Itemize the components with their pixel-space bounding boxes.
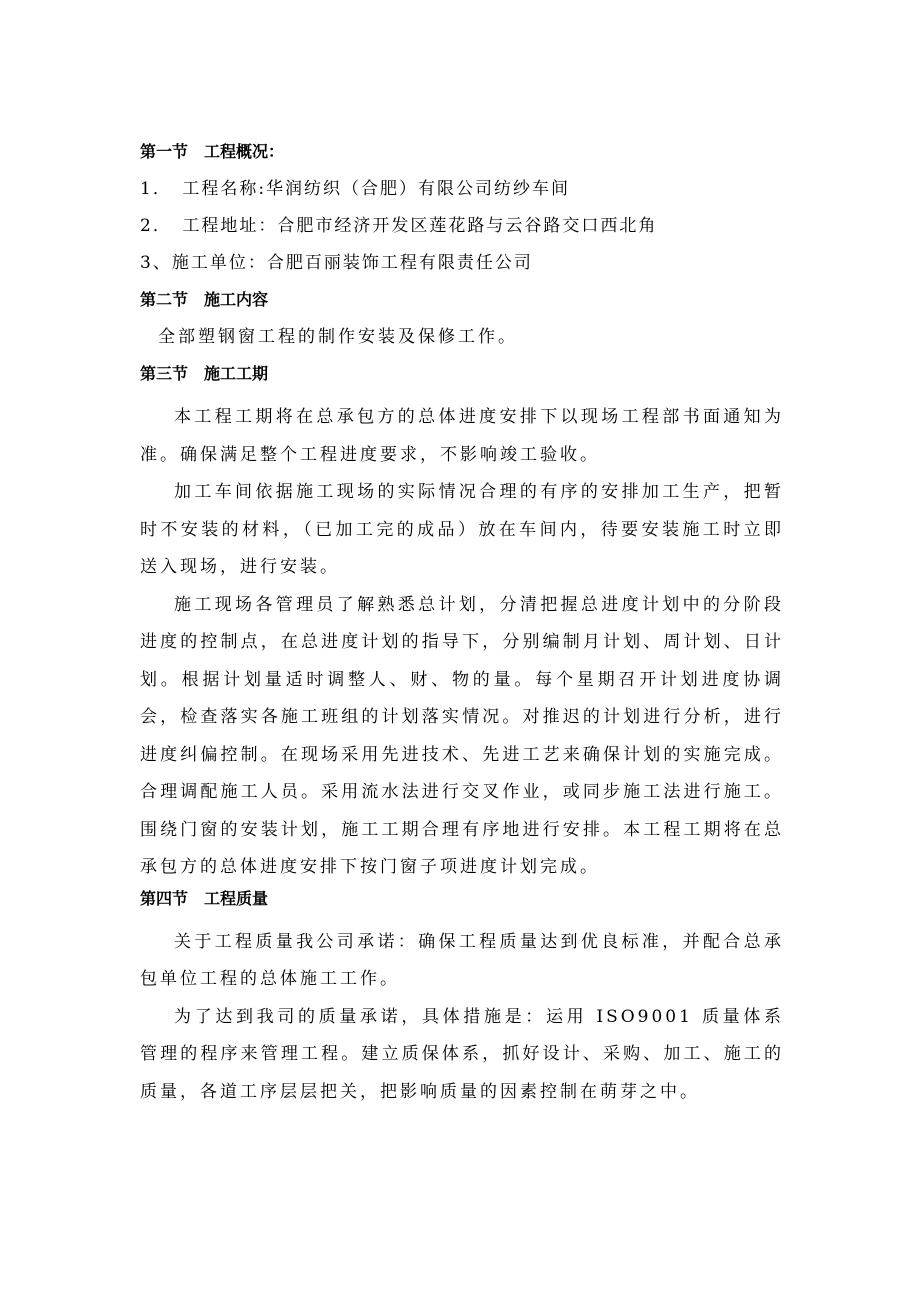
construction-unit-line: 3、施工单位：合肥百丽装饰工程有限责任公司 bbox=[140, 253, 533, 273]
schedule-paragraph-2: 加工车间依据施工现场的实际情况合理的有序的安排加工生产，把暂时不安装的材料，（已加工完的成品）放在车间内，待要安装施工时立即送入现场，进行安装。 bbox=[140, 482, 784, 577]
project-name-line: 1． 工程名称:华润纺织（合肥）有限公司纺纱车间 bbox=[140, 179, 571, 199]
section-heading-2: 第二节 施工内容 bbox=[140, 290, 269, 309]
quality-paragraph-1: 关于工程质量我公司承诺：确保工程质量达到优良标准，并配合总承包单位工程的总体施工工作。 bbox=[140, 931, 784, 989]
section-heading-4: 第四节 工程质量 bbox=[140, 888, 269, 908]
section-heading-3: 第三节 施工工期 bbox=[140, 364, 269, 383]
quality-paragraph-2: 为了达到我司的质量承诺，具体措施是：运用 ISO9001 质量体系管理的程序来管理工程。建立质保体系，抓好设计、采购、加工、施工的质量，各道工序层层把关，把影响质量的因素控制在萌芽之中。 bbox=[140, 1006, 784, 1102]
project-address-line: 2． 工程地址：合肥市经济开发区莲花路与云谷路交口西北角 bbox=[140, 216, 658, 236]
section-heading-1: 第一节 工程概况： bbox=[140, 142, 285, 161]
schedule-paragraph-1: 本工程工期将在总承包方的总体进度安排下以现场工程部书面通知为准。确保满足整个工程进度要求，不影响竣工验收。 bbox=[140, 407, 784, 465]
construction-content-text: 全部塑钢窗工程的制作安装及保修工作。 bbox=[158, 327, 518, 347]
schedule-paragraph-3: 施工现场各管理员了解熟悉总计划，分清把握总进度计划中的分阶段进度的控制点，在总进度计划的指导下，分别编制月计划、周计划、日计划。根据计划量适时调整人、财、物的量。每个星期召开计划进度协调会，检查落实各施工班组的计划落实情况。对推迟的计划进行分析，进行进度纠偏控制。在现场采用先进技术、先进工艺来确保计划的实施完成。合理调配施工人员。采用流水法进行交叉作业，或同步施工法进行施工。围绕门窗的安装计划，施工工期合理有序地进行安排。本工程工期将在总承包方的总体进度安排下按门窗子项进度计划完成。 bbox=[140, 594, 784, 877]
document-body bbox=[140, 140, 784, 1111]
